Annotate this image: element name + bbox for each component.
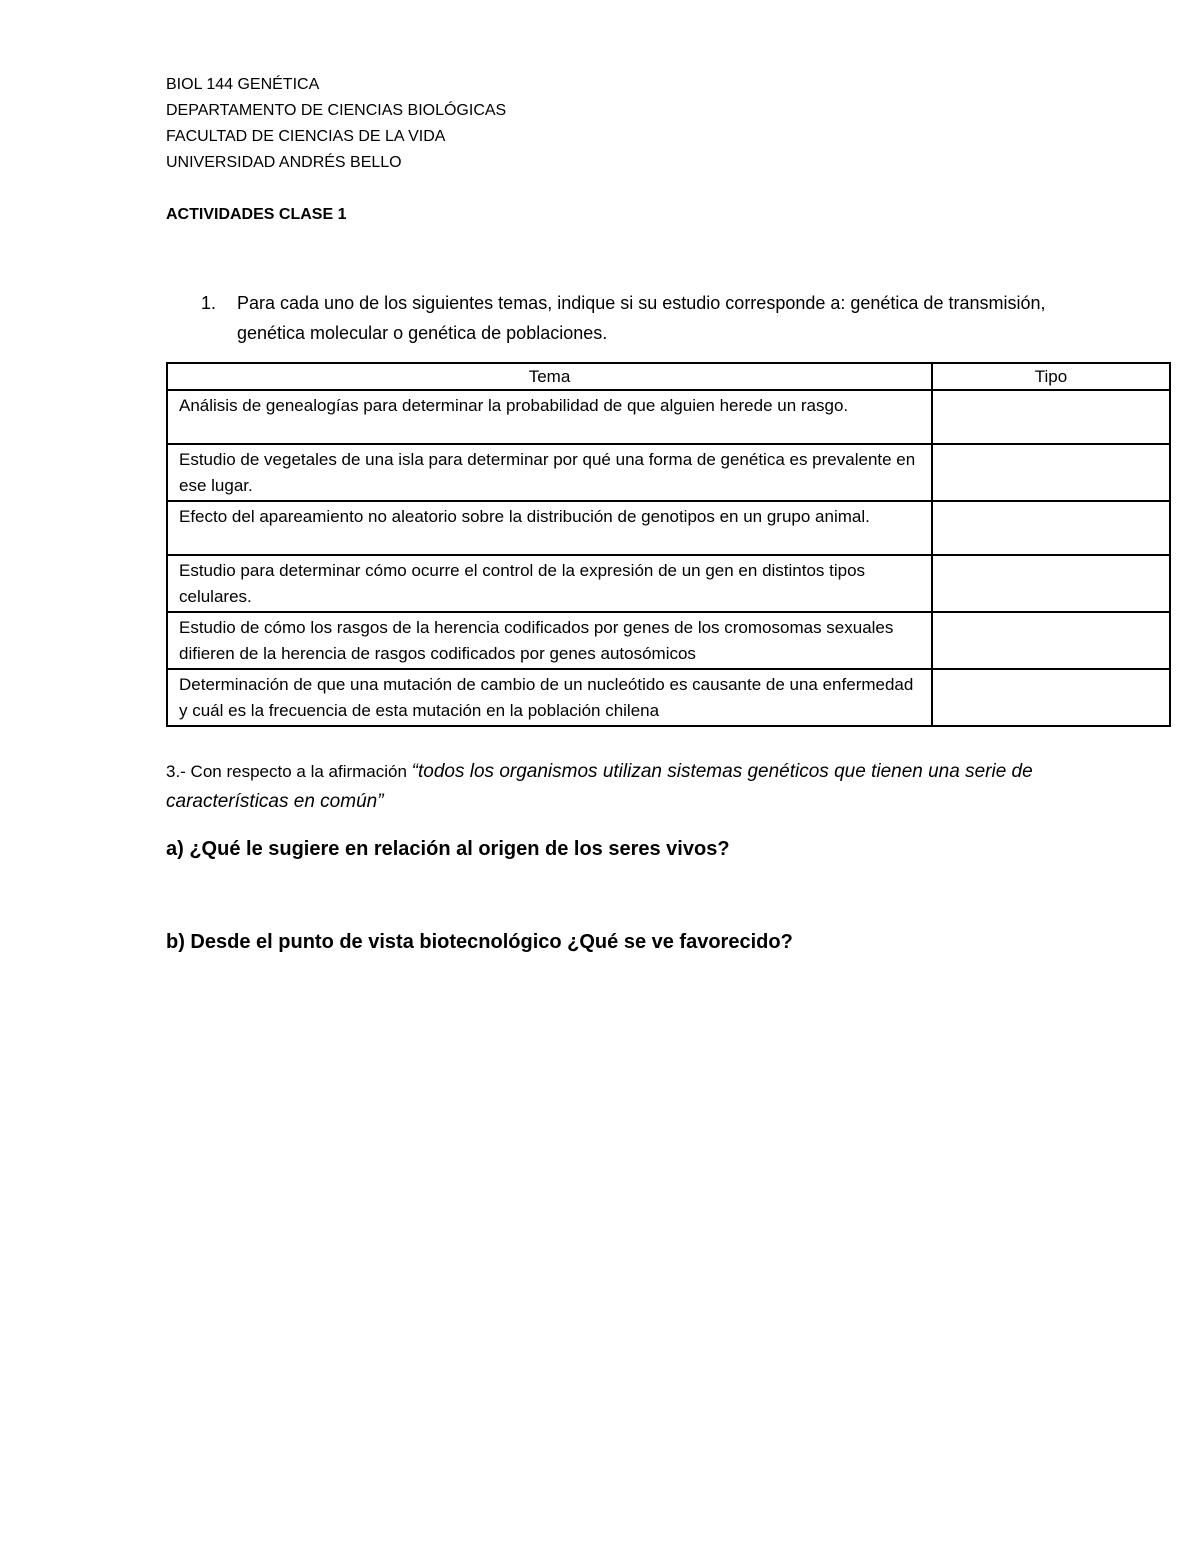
question-1-number: 1. bbox=[201, 293, 217, 313]
question-3-part-a: a) ¿Qué le sugiere en relación al origen de los seres vivos? bbox=[166, 838, 730, 860]
tema-cell: Estudio de cómo los rasgos de la herencia codificados por genes de los cromosomas sexuales difieren de la herencia de rasgos codificados por genes autosómicos bbox=[167, 612, 932, 669]
question-1 bbox=[201, 288, 1051, 348]
tema-cell: Estudio de vegetales de una isla para determinar por qué una forma de genética es prevalente en ese lugar. bbox=[167, 444, 932, 501]
question-3-part-b: b) Desde el punto de vista biotecnológico ¿Qué se ve favorecido? bbox=[166, 931, 793, 953]
tema-cell: Estudio para determinar cómo ocurre el control de la expresión de un gen en distintos tipos celulares. bbox=[167, 555, 932, 612]
tipo-cell[interactable] bbox=[932, 612, 1170, 669]
department-name: DEPARTAMENTO DE CIENCIAS BIOLÓGICAS bbox=[166, 102, 507, 119]
header-tema: Tema bbox=[167, 363, 932, 390]
table-row bbox=[167, 612, 1170, 669]
activity-title: ACTIVIDADES CLASE 1 bbox=[166, 206, 347, 223]
table-row bbox=[167, 669, 1170, 726]
tipo-cell[interactable] bbox=[932, 390, 1170, 444]
question-3-quote: “todos los organismos utilizan sistemas genéticos que tienen una serie de características en común” bbox=[166, 761, 1033, 812]
table-header-row bbox=[167, 363, 1170, 390]
question-3 bbox=[166, 757, 1066, 817]
document-header bbox=[166, 72, 866, 176]
tipo-cell[interactable] bbox=[932, 444, 1170, 501]
tema-cell: Determinación de que una mutación de cambio de un nucleótido es causante de una enfermedad y cuál es la frecuencia de esta mutación en la población chilena bbox=[167, 669, 932, 726]
tema-cell: Análisis de genealogías para determinar la probabilidad de que alguien herede un rasgo. bbox=[167, 390, 932, 444]
tipo-cell[interactable] bbox=[932, 501, 1170, 555]
tipo-cell[interactable] bbox=[932, 669, 1170, 726]
question-3-intro: 3.- Con respecto a la afirmación bbox=[166, 762, 412, 781]
table-row bbox=[167, 444, 1170, 501]
tema-cell: Efecto del apareamiento no aleatorio sobre la distribución de genotipos en un grupo animal. bbox=[167, 501, 932, 555]
table-row bbox=[167, 555, 1170, 612]
question-1-text: Para cada uno de los siguientes temas, indique si su estudio corresponde a: genética de transmisión, genética molecular o genética de poblaciones. bbox=[237, 293, 1046, 343]
table-row bbox=[167, 501, 1170, 555]
university-name: UNIVERSIDAD ANDRÉS BELLO bbox=[166, 154, 402, 171]
topics-table bbox=[166, 362, 1171, 727]
tipo-cell[interactable] bbox=[932, 555, 1170, 612]
header-tipo: Tipo bbox=[932, 363, 1170, 390]
table-row bbox=[167, 390, 1170, 444]
faculty-name: FACULTAD DE CIENCIAS DE LA VIDA bbox=[166, 128, 446, 145]
course-code: BIOL 144 GENÉTICA bbox=[166, 76, 320, 93]
